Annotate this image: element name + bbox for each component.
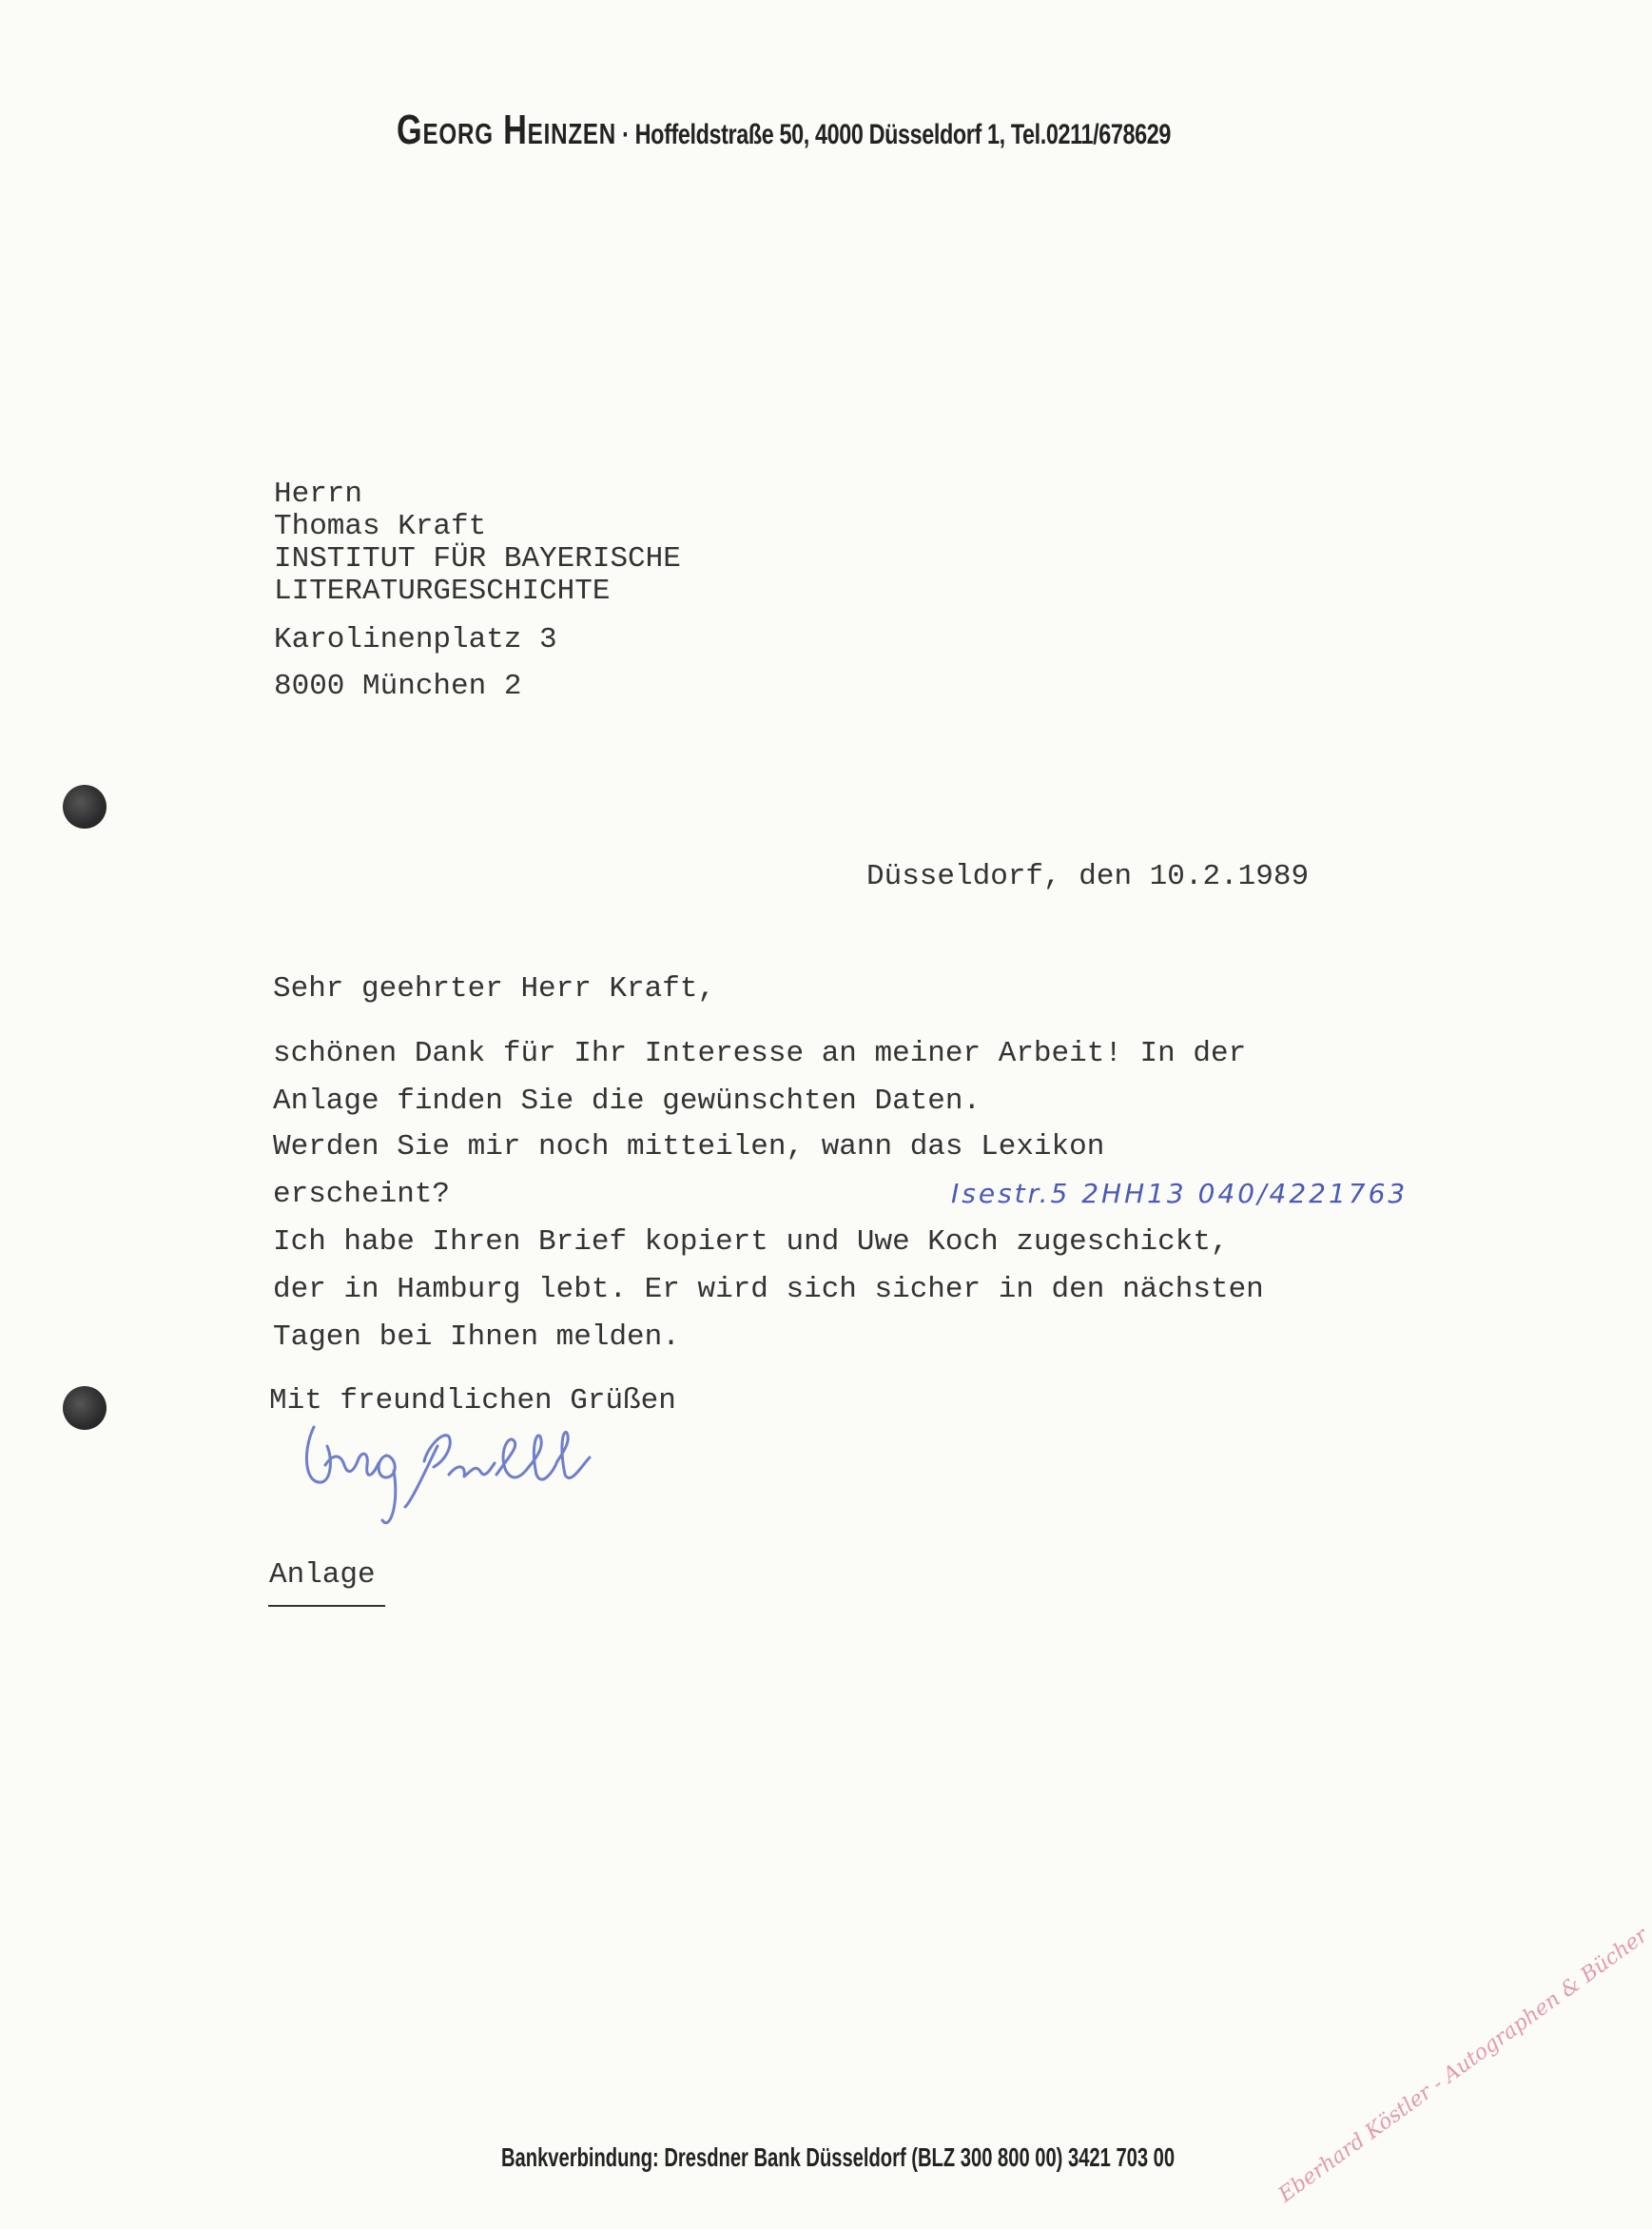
date-line: Düsseldorf, den 10.2.1989 <box>866 860 1310 893</box>
greeting: Sehr geehrter Herr Kraft, <box>273 972 716 1006</box>
letterhead <box>397 107 1171 154</box>
recipient-street: Karolinenplatz 3 <box>274 623 557 656</box>
enclosure-label: Anlage <box>269 1558 376 1592</box>
enclosure-underline <box>268 1605 385 1607</box>
body-line: Tagen bei Ihnen melden. <box>273 1320 680 1354</box>
recipient-name: Thomas Kraft <box>274 510 487 543</box>
handwritten-note: Isestr.5 2HH13 040/4221763 <box>951 1178 1409 1209</box>
body-line: der in Hamburg lebt. Er wird sich sicher in den nächsten <box>273 1273 1264 1306</box>
signature-image <box>295 1408 675 1541</box>
body-line: schönen Dank für Ihr Interesse an meiner Arbeit! In der <box>273 1037 1247 1070</box>
recipient-city: 8000 München 2 <box>274 670 522 703</box>
body-line: Werden Sie mir noch mitteilen, wann das Lexikon <box>273 1130 1105 1163</box>
letterhead-name: Georg Heinzen <box>397 107 617 153</box>
letterhead-address: · Hoffeldstraße 50, 4000 Düsseldorf 1, Tel.0211/678629 <box>622 119 1171 150</box>
dealer-stamp: Eberhard Köstler - Autographen & Bücher <box>1274 1923 1652 2208</box>
body-line: Ich habe Ihren Brief kopiert und Uwe Koch zugeschickt, <box>273 1225 1229 1259</box>
recipient-institution-1: INSTITUT FÜR BAYERISCHE <box>274 542 681 576</box>
punch-hole <box>63 1386 107 1430</box>
closing: Mit freundlichen Grüßen <box>269 1384 676 1418</box>
recipient-salutation: Herrn <box>274 478 363 511</box>
recipient-institution-2: LITERATURGESCHICHTE <box>274 575 611 608</box>
bank-footer: Bankverbindung: Dresdner Bank Düsseldorf (BLZ 300 800 00) 3421 703 00 <box>501 2142 1176 2172</box>
body-line: Anlage finden Sie die gewünschten Daten. <box>273 1085 981 1118</box>
punch-hole <box>63 785 107 829</box>
body-line: erscheint? <box>273 1178 451 1211</box>
